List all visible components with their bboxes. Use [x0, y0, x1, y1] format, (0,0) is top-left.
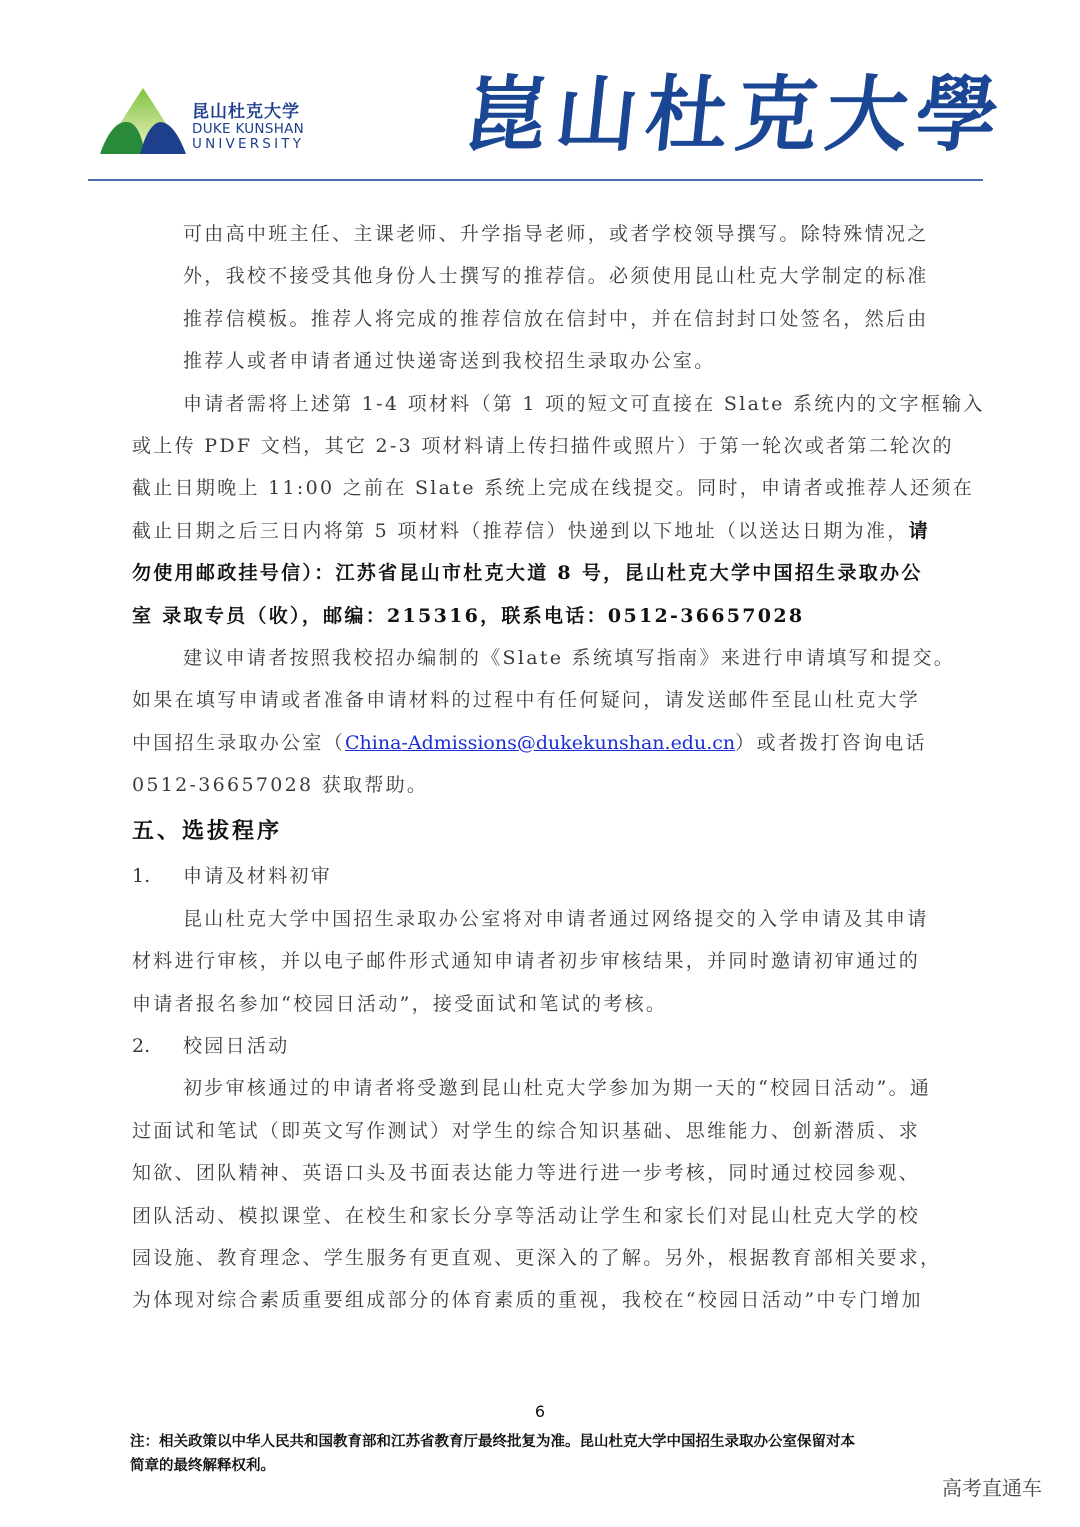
text-line: 申请者需将上述第 1-4 项材料（第 1 项的短文可直接在 Slate 系统内的文字框输入 — [183, 392, 985, 415]
address-line: 勿使用邮政挂号信）：江苏省昆山市杜克大道 8 号，昆山杜克大学中国招生录取办公 — [132, 562, 923, 585]
list-item-title — [132, 1025, 952, 1067]
text-line: 0512-36657028 获取帮助。 — [132, 774, 429, 797]
text-line: 或上传 PDF 文档，其它 2-3 项材料请上传扫描件或照片）于第一轮次或者第二轮次的 — [132, 434, 954, 457]
text-line: 材料进行审核，并以电子邮件形式通知申请者初步审核结果，并同时邀请初审通过的 — [132, 950, 921, 973]
text-line: 外，我校不接受其他身份人士撰写的推荐信。必须使用昆山杜克大学制定的标准 — [183, 265, 929, 288]
address-line: 室 录取专员（收），邮编：215316，联系电话：0512-36657028 — [132, 604, 805, 627]
dku-mountain-logo-icon — [100, 86, 186, 156]
list-number: 1. — [132, 865, 151, 888]
header-divider — [88, 179, 983, 181]
text-span: 截止日期之后三日内将第 5 项材料（推荐信）快递到以下地址（以送达日期为准， — [132, 519, 909, 542]
text-line: 知欲、团队精神、英语口头及书面表达能力等进行进一步考核，同时通过校园参观、 — [132, 1162, 921, 1185]
text-span: 中国招生录取办公室（ — [132, 731, 346, 754]
text-line: 截止日期晚上 11:00 之前在 Slate 系统上完成在线提交。同时，申请者或推荐人还须在 — [132, 477, 975, 500]
logo-wordmark — [192, 102, 304, 152]
bold-text: 请 — [908, 519, 930, 542]
logo-english-line2: UNIVERSITY — [192, 136, 305, 152]
text-line: 过面试和笔试（即英文写作测试）对学生的综合知识基础、思维能力、创新潜质、求 — [132, 1119, 921, 1142]
logo-english-line1: DUKE KUNSHAN — [192, 121, 305, 137]
footnote-line: 简章的最终解释权利。 — [130, 1458, 275, 1474]
footnote-line: 注：相关政策以中华人民共和国教育部和江苏省教育厅最终批复为准。昆山杜克大学中国招生录取办公室保留对本 — [130, 1434, 855, 1450]
text-line: 申请者报名参加“校园日活动”，接受面试和笔试的考核。 — [132, 992, 668, 1015]
text-line: 园设施、教育理念、学生服务有更直观、更深入的了解。另外，根据教育部相关要求， — [132, 1246, 942, 1269]
text-line: 如果在填写申请或者准备申请材料的过程中有任何疑问，请发送邮件至昆山杜克大学 — [132, 689, 921, 712]
list-title: 申请及材料初审 — [183, 865, 333, 888]
text-line — [132, 722, 952, 764]
text-line — [132, 510, 952, 552]
section-heading: 五、选拔程序 — [132, 819, 283, 845]
text-line: 昆山杜克大学中国招生录取办公室将对申请者通过网络提交的入学申请及其申请 — [183, 907, 929, 930]
list-number: 2. — [132, 1035, 151, 1058]
text-line: 为体现对综合素质重要组成部分的体育素质的重视，我校在“校园日活动”中专门增加 — [132, 1289, 923, 1312]
document-header — [88, 60, 1012, 182]
text-span: ）或者拨打咨询电话 — [735, 731, 927, 754]
watermark: 高考直通车 — [942, 1476, 1042, 1500]
page-number: 6 — [534, 1402, 546, 1421]
calligraphy-title: 崑山杜克大學 — [460, 67, 1012, 163]
text-line: 建议申请者按照我校招办编制的《Slate 系统填写指南》来进行申请填写和提交。 — [183, 646, 956, 669]
text-line: 推荐信模板。推荐人将完成的推荐信放在信封中，并在信封封口处签名，然后由 — [183, 307, 929, 330]
admissions-email-link[interactable]: China-Admissions@dukekunshan.edu.cn — [345, 731, 736, 754]
text-line: 可由高中班主任、主课老师、升学指导老师，或者学校领导撰写。除特殊情况之 — [183, 223, 929, 245]
list-title: 校园日活动 — [183, 1035, 290, 1058]
footnote — [130, 1430, 960, 1478]
document-body — [132, 213, 985, 1322]
text-line: 初步审核通过的申请者将受邀到昆山杜克大学参加为期一天的“校园日活动”。通 — [183, 1077, 932, 1100]
text-line: 推荐人或者申请者通过快递寄送到我校招生录取办公室。 — [183, 350, 716, 373]
logo-chinese-name: 昆山杜克大学 — [192, 102, 300, 122]
text-line: 团队活动、模拟课堂、在校生和家长分享等活动让学生和家长们对昆山杜克大学的校 — [132, 1204, 921, 1227]
list-item-title — [132, 855, 952, 897]
